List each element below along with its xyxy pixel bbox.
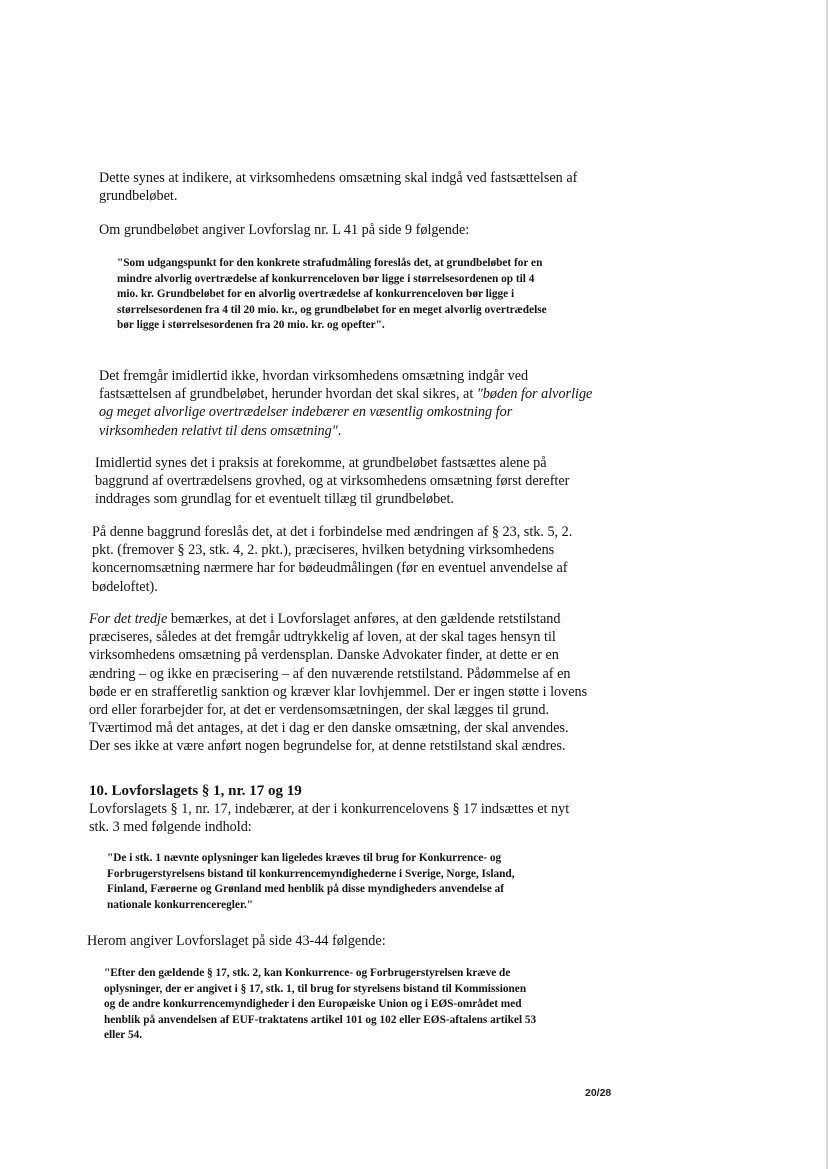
quote-oplysninger: "De i stk. 1 nævnte oplysninger kan ligeledes kræves til brug for Konkurrence- og Forbrugerstyrelsens bistand til konkurrencemyndighederne i Sverige, Norge, Island, Finland, Færøerne og Grønland med henblik på disse myndigheders anvendelse af nationale konkurrenceregler." — [107, 852, 515, 911]
paragraph-for-det-tredje — [89, 610, 591, 756]
paragraph-fastsaettelse — [99, 367, 593, 440]
paragraph-herom: Herom angiver Lovforslaget på side 43-44 følgende: — [87, 933, 386, 949]
page-number: 20/28 — [585, 1087, 612, 1099]
paragraph-fastsaettelse-text: Det fremgår imidlertid ikke, hvordan virksomhedens omsætning indgår ved fastsættelsen af grundbeløbet, herunder hvordan det skal sikres, at — [99, 368, 529, 403]
section-heading: 10. Lovforslagets § 1, nr. 17 og 19 — [89, 783, 302, 799]
paragraph-grundbeloeb-intro: Om grundbeløbet angiver Lovforslag nr. L 41 på side 9 følgende: — [99, 222, 470, 238]
quote-grundbeloeb: "Som udgangspunkt for den konkrete strafudmåling foreslås det, at grundbeløbet for en mindre alvorlig overtrædelse af konkurrenceloven bør ligge i størrelsesordenen op til 4 mio. kr. Grundbeløbet for en alvorlig overtrædelse af konkurrenceloven bør ligge i størrelsesordenen fra 4 til 20 mio. kr., og grundbeløbet for en meget alvorlig overtrædelse bør ligge i størrelsesordenen fra 20 mio. kr. og opefter". — [117, 257, 547, 331]
paragraph-omsaetning-indgaar: Dette synes at indikere, at virksomhedens omsætning skal indgå ved fastsættelsen af grundbeløbet. — [99, 170, 578, 205]
paragraph-for-det-tredje-lead: For det tredje — [89, 611, 168, 627]
paragraph-praksis: Imidlertid synes det i praksis at forekomme, at grundbeløbet fastsættes alene på baggrund af overtrædelsens grovhed, og at virksomhedens omsætning først derefter inddrages som grundlag for et eventuelt tillæg til grundbeløbet. — [95, 455, 570, 508]
paragraph-fastsaettelse-end: . — [337, 422, 342, 439]
paragraph-lovforslag-nr17: Lovforslagets § 1, nr. 17, indebærer, at der i konkurrencelovens § 17 indsættes et nyt stk. 3 med følgende indhold: — [89, 801, 570, 836]
paragraph-fastsaettelse-quote: "bøden for alvorlige og meget alvorlige overtrædelser indebærer en væsentlig omkostning for virksomheden relativt til dens omsætning" — [99, 386, 593, 439]
paragraph-for-det-tredje-text: bemærkes, at det i Lovforslaget anføres, at den gældende retstilstand præciseres, således at det fremgår udtrykkelig af loven, at der skal tages hensyn til virksomhedens omsætning på verdensplan. Danske Advokater finder, at dette er en ændring – og ikke en præcisering – af den nuværende retstilstand. Pådømmelse af en bøde er en strafferetlig sanktion og kræver klar lovhjemmel. Der er ingen støtte i lovens ord eller forarbejder for, at det er verdensomsætningen, der skal lægges til grund. Tværtimod må det antages, at det i dag er den danske omsætning, der skal anvendes. Der ses ikke at være anført nogen begrundelse for, at denne retstilstand skal ændres. — [89, 611, 588, 755]
paragraph-baggrund: På denne baggrund foreslås det, at det i forbindelse med ændringen af § 23, stk. 5, 2. pkt. (fremover § 23, stk. 4, 2. pkt.), præciseres, hvilken betydning virksomhedens koncernomsætning nærmere har for bødeudmålingen (før en eventuel anvendelse af bødeloftet). — [92, 524, 573, 595]
quote-gaeldende-17: "Efter den gældende § 17, stk. 2, kan Konkurrence- og Forbrugerstyrelsen kræve de oplysninger, der er angivet i § 17, stk. 1, til brug for styrelsens bistand til Kommissionen og de andre konkurrencemyndigheder i den Europæiske Union og i EØS-området med henblik på anvendelsen af EUF-traktatens artikel 101 og 102 eller EØS-aftalens artikel 53 eller 54. — [104, 967, 537, 1041]
